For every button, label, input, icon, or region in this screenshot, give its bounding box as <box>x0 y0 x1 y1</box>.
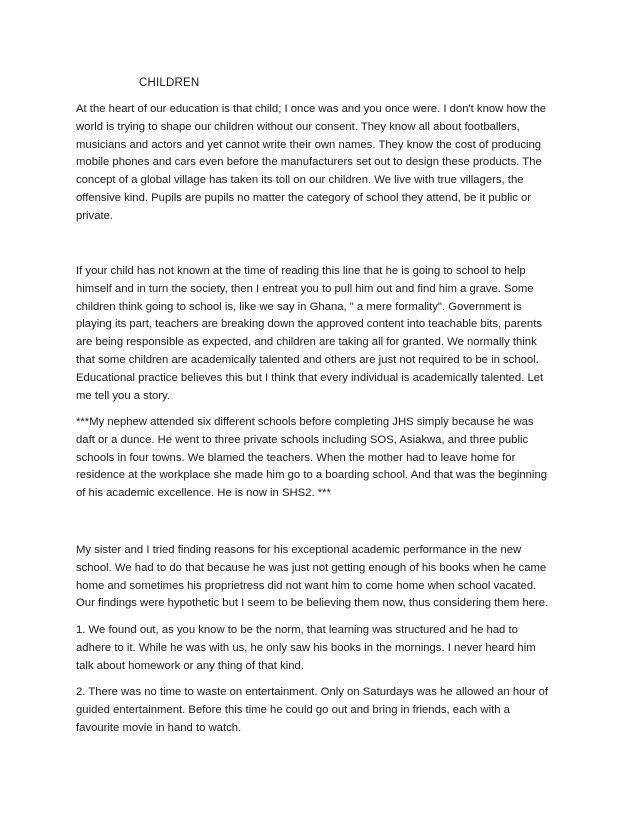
text-line: daft or a dunce. He went to three private schools including SOS, Asiakwa, and three public <box>76 433 529 446</box>
text-line: mobile phones and cars even before the manufacturers set out to design these products. The <box>76 156 542 169</box>
text-line: schools in four towns. We blamed the teachers. When the mother had to leave home for <box>76 451 516 464</box>
paragraph-child-school <box>76 263 566 405</box>
text-line: My sister and I tried finding reasons for his exceptional academic performance in the new <box>76 544 522 556</box>
text-line: himself and in turn the society, then I entreat you to pull him out and find him a grave. Some <box>76 282 534 295</box>
paragraph-intro <box>76 101 566 226</box>
text-line: world is trying to shape our children without our consent. They know all about footballers, <box>76 120 520 133</box>
text-line: 1. We found out, as you know to be the norm, that learning was structured and he had to <box>76 624 518 636</box>
text-line: residence at the workplace she made him go to a boarding school. And that was the beginning <box>76 469 548 482</box>
paragraph-nephew-story <box>76 414 566 503</box>
text-line: favourite movie in hand to watch. <box>76 721 242 734</box>
text-line: adhere to it. While he was with us, he only saw his books in the mornings. I never heard him <box>76 641 536 654</box>
text-line: concept of a global village has taken its toll on our children. We live with true villagers, the <box>76 174 524 187</box>
text-line: home and sometimes his proprietress did not want him to come home when school vacated. <box>76 579 537 592</box>
text-line: talk about homework or any thing of that kind. <box>76 659 304 672</box>
text-line: playing its part, teachers are breaking down the approved content into teachable bits, parents <box>76 318 542 331</box>
paragraph-point-2 <box>76 684 566 737</box>
text-line: offensive kind. Pupils are pupils no matter the category of school they attend, be it public or <box>76 191 532 204</box>
text-line: children think going to school is, like we say in Ghana, " a mere formality". Government is <box>76 300 522 313</box>
text-line: If your child has not known at the time of reading this line that he is going to school to help <box>76 265 526 277</box>
text-line: are being responsible as expected, and children are taking all for granted. We normally think <box>76 336 537 349</box>
paragraph-findings <box>76 542 566 613</box>
text-line: of his academic excellence. He is now in SHS2. *** <box>76 487 331 500</box>
text-line: Educational practice believes this but I think that every individual is academically talented. Let <box>76 371 544 384</box>
text-line: musicians and actors and yet cannot write their own names. They know the cost of producing <box>76 138 542 151</box>
paragraph-point-1 <box>76 622 566 675</box>
text-line: that some children are academically talented and others are just not required to be in school. <box>76 353 539 366</box>
document-title: CHILDREN <box>139 77 200 89</box>
text-line: At the heart of our education is that child; I once was and you once were. I don't know how the <box>76 103 547 115</box>
text-line: ***My nephew attended six different schools before completing JHS simply because he was <box>76 416 534 428</box>
text-line: me tell you a story. <box>76 389 170 402</box>
text-line: private. <box>76 209 114 222</box>
text-line: Our findings were hypothetic but I seem to be believing them now, thus considering them here. <box>76 597 549 610</box>
text-line: school. We had to do that because he was just not getting enough of his books when he came <box>76 561 547 574</box>
text-line: guided entertainment. Before this time he could go out and bring in friends, each with a <box>76 703 510 716</box>
text-line: 2. There was no time to waste on entertainment. Only on Saturdays was he allowed an hour of <box>76 686 549 698</box>
